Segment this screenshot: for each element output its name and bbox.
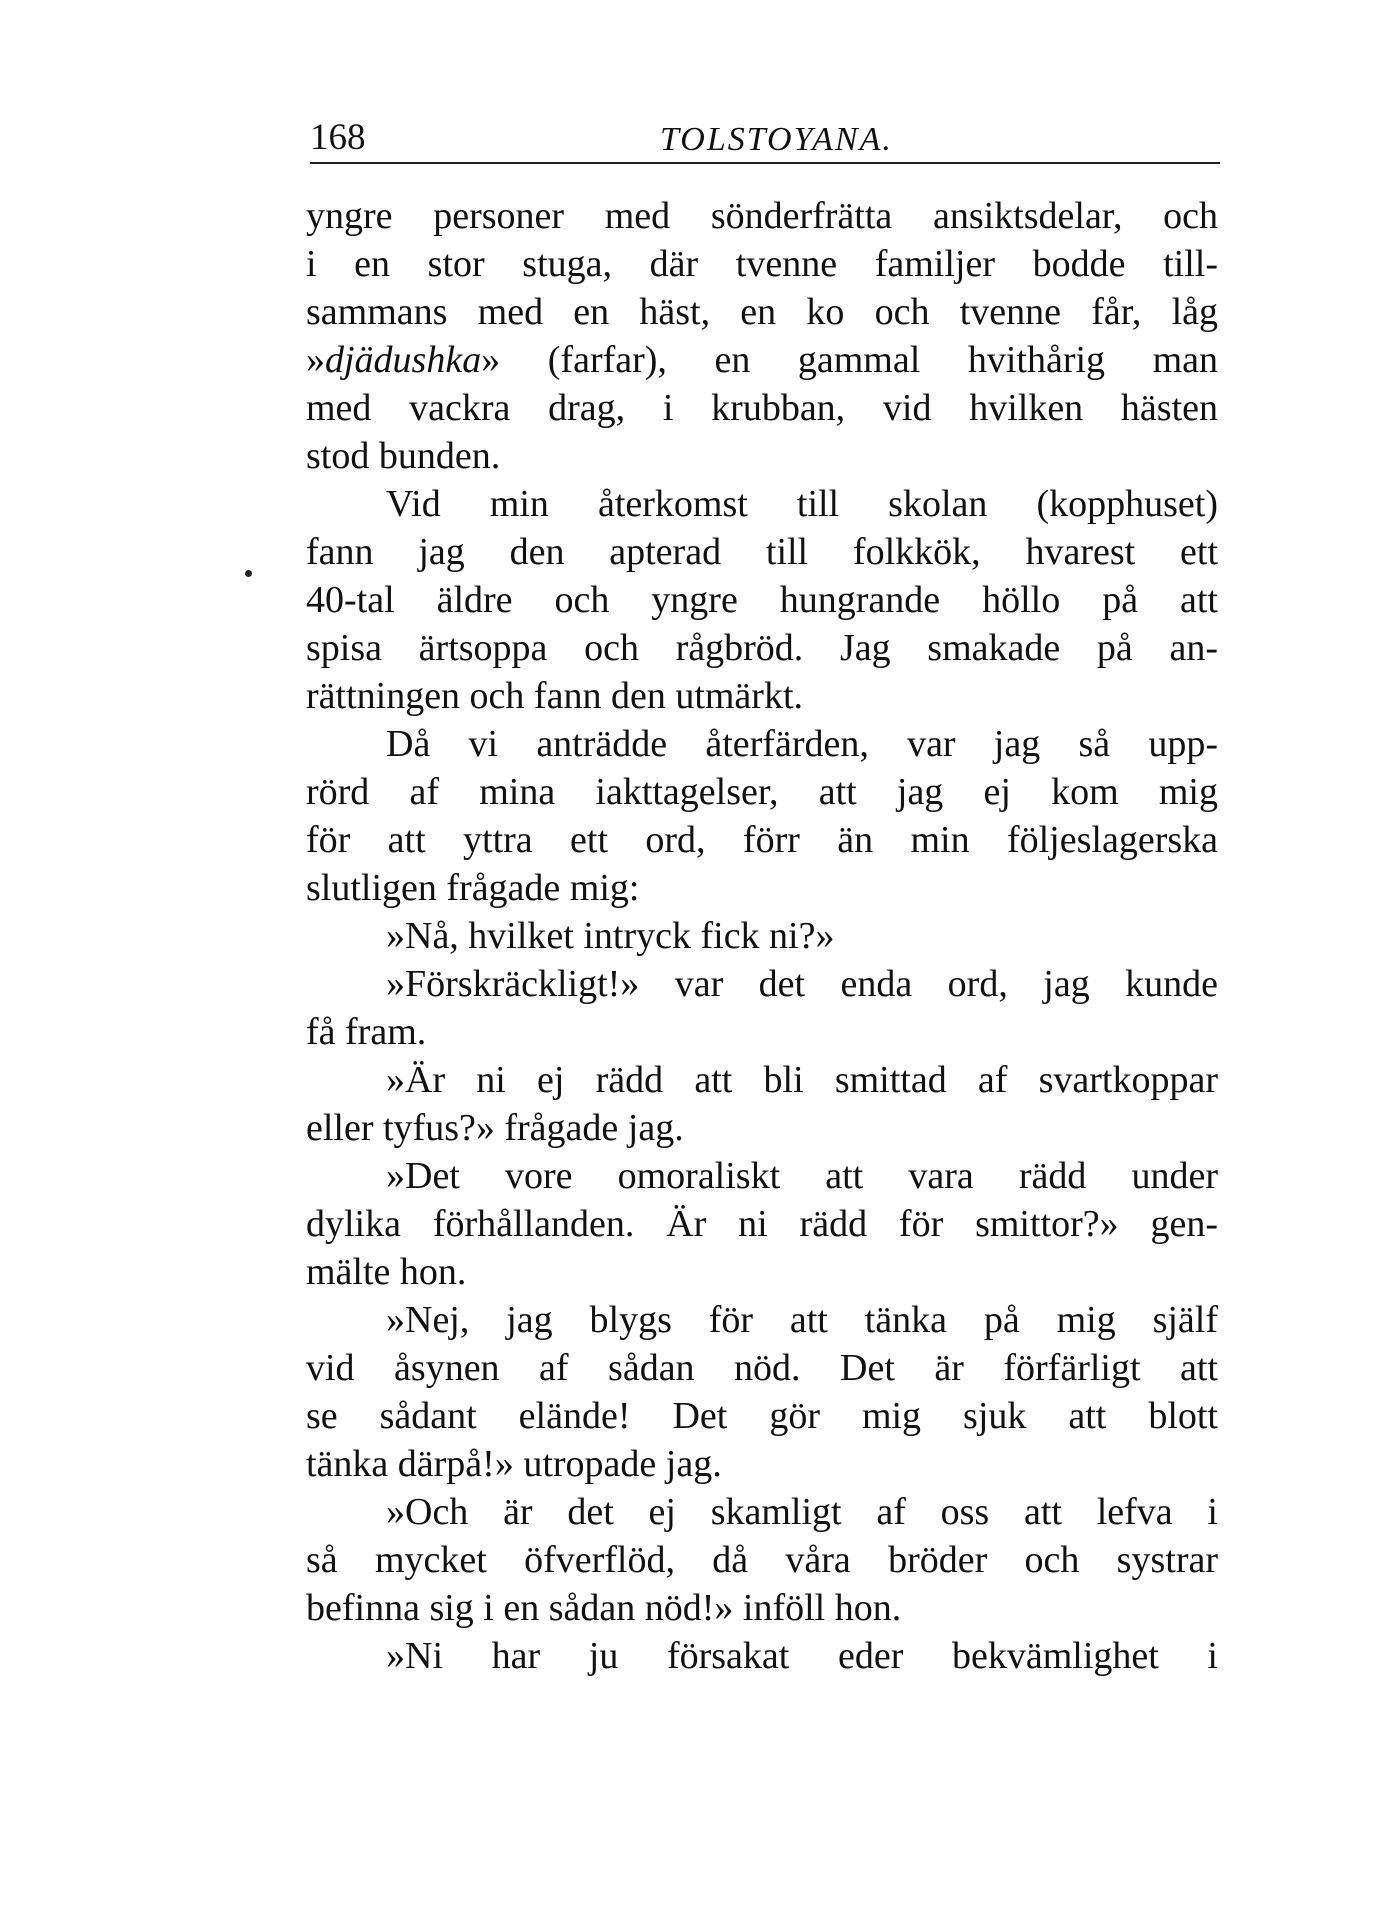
text-line: spisa ärtsoppa och rågbröd. Jag smakade på an- bbox=[306, 627, 1218, 669]
paragraph-end-line: slutligen frågade mig: bbox=[306, 867, 640, 909]
text-line: med vackra drag, i krubban, vid hvilken hästen bbox=[306, 387, 1218, 429]
paragraph-end-line: mälte hon. bbox=[306, 1251, 467, 1293]
text-line: för att yttra ett ord, förr än min följeslagerska bbox=[306, 819, 1218, 861]
text-line: se sådant elände! Det gör mig sjuk att blott bbox=[306, 1395, 1218, 1437]
text-line: fann jag den apterad till folkkök, hvarest ett bbox=[306, 531, 1218, 573]
quote-open: » bbox=[306, 339, 325, 381]
text-line: yngre personer med sönderfrätta ansiktsdelar, och bbox=[306, 195, 1218, 237]
paragraph-start-line: »Och är det ej skamligt af oss att lefva i bbox=[386, 1491, 1218, 1533]
paragraph-start-line: »Förskräckligt!» var det enda ord, jag kunde bbox=[386, 963, 1218, 1005]
paragraph-start-line: »Det vore omoraliskt att vara rädd under bbox=[386, 1155, 1218, 1197]
text-line bbox=[306, 336, 1218, 384]
running-title: TOLSTOYANA. bbox=[660, 121, 893, 158]
header-rule bbox=[310, 162, 1220, 164]
text-line: dylika förhållanden. Är ni rädd för smittor?» gen- bbox=[306, 1203, 1218, 1245]
line-rest: » (farfar), en gammal hvithårig man bbox=[481, 339, 1218, 381]
paragraph-end-line: befinna sig i en sådan nöd!» inföll hon. bbox=[306, 1587, 902, 1629]
paragraph-end-line: tänka därpå!» utropade jag. bbox=[306, 1443, 722, 1485]
paragraph-end-line: rättningen och fann den utmärkt. bbox=[306, 675, 804, 717]
paragraph-end-line: få fram. bbox=[306, 1011, 427, 1053]
paragraph-end-line: stod bunden. bbox=[306, 435, 501, 477]
paragraph-start-line: »Nej, jag blygs för att tänka på mig själf bbox=[386, 1299, 1218, 1341]
dialogue-line: »Nå, hvilket intryck fick ni?» bbox=[386, 915, 835, 957]
running-head bbox=[310, 100, 1220, 158]
paragraph-start-line: »Ni har ju försakat eder bekvämlighet i bbox=[386, 1635, 1218, 1677]
text-line: 40-tal äldre och yngre hungrande höllo på att bbox=[306, 579, 1218, 621]
text-line: så mycket öfverflöd, då våra bröder och systrar bbox=[306, 1539, 1218, 1581]
text-line: vid åsynen af sådan nöd. Det är förfärligt att bbox=[306, 1347, 1218, 1389]
margin-dot bbox=[245, 570, 252, 577]
text-line: i en stor stuga, där tvenne familjer bodde till- bbox=[306, 243, 1218, 285]
page-number: 168 bbox=[310, 117, 366, 158]
paragraph-end-line: eller tyfus?» frågade jag. bbox=[306, 1107, 684, 1149]
body-text bbox=[306, 192, 1218, 1680]
italic-word: djädushka bbox=[325, 339, 482, 381]
paragraph-start-line: Vid min återkomst till skolan (kopphuset) bbox=[386, 483, 1218, 525]
paragraph-start-line: »Är ni ej rädd att bli smittad af svartkoppar bbox=[386, 1059, 1218, 1101]
text-line: sammans med en häst, en ko och tvenne får, låg bbox=[306, 291, 1218, 333]
text-line: rörd af mina iakttagelser, att jag ej kom mig bbox=[306, 771, 1218, 813]
paragraph-start-line: Då vi anträdde återfärden, var jag så upp- bbox=[386, 723, 1218, 765]
